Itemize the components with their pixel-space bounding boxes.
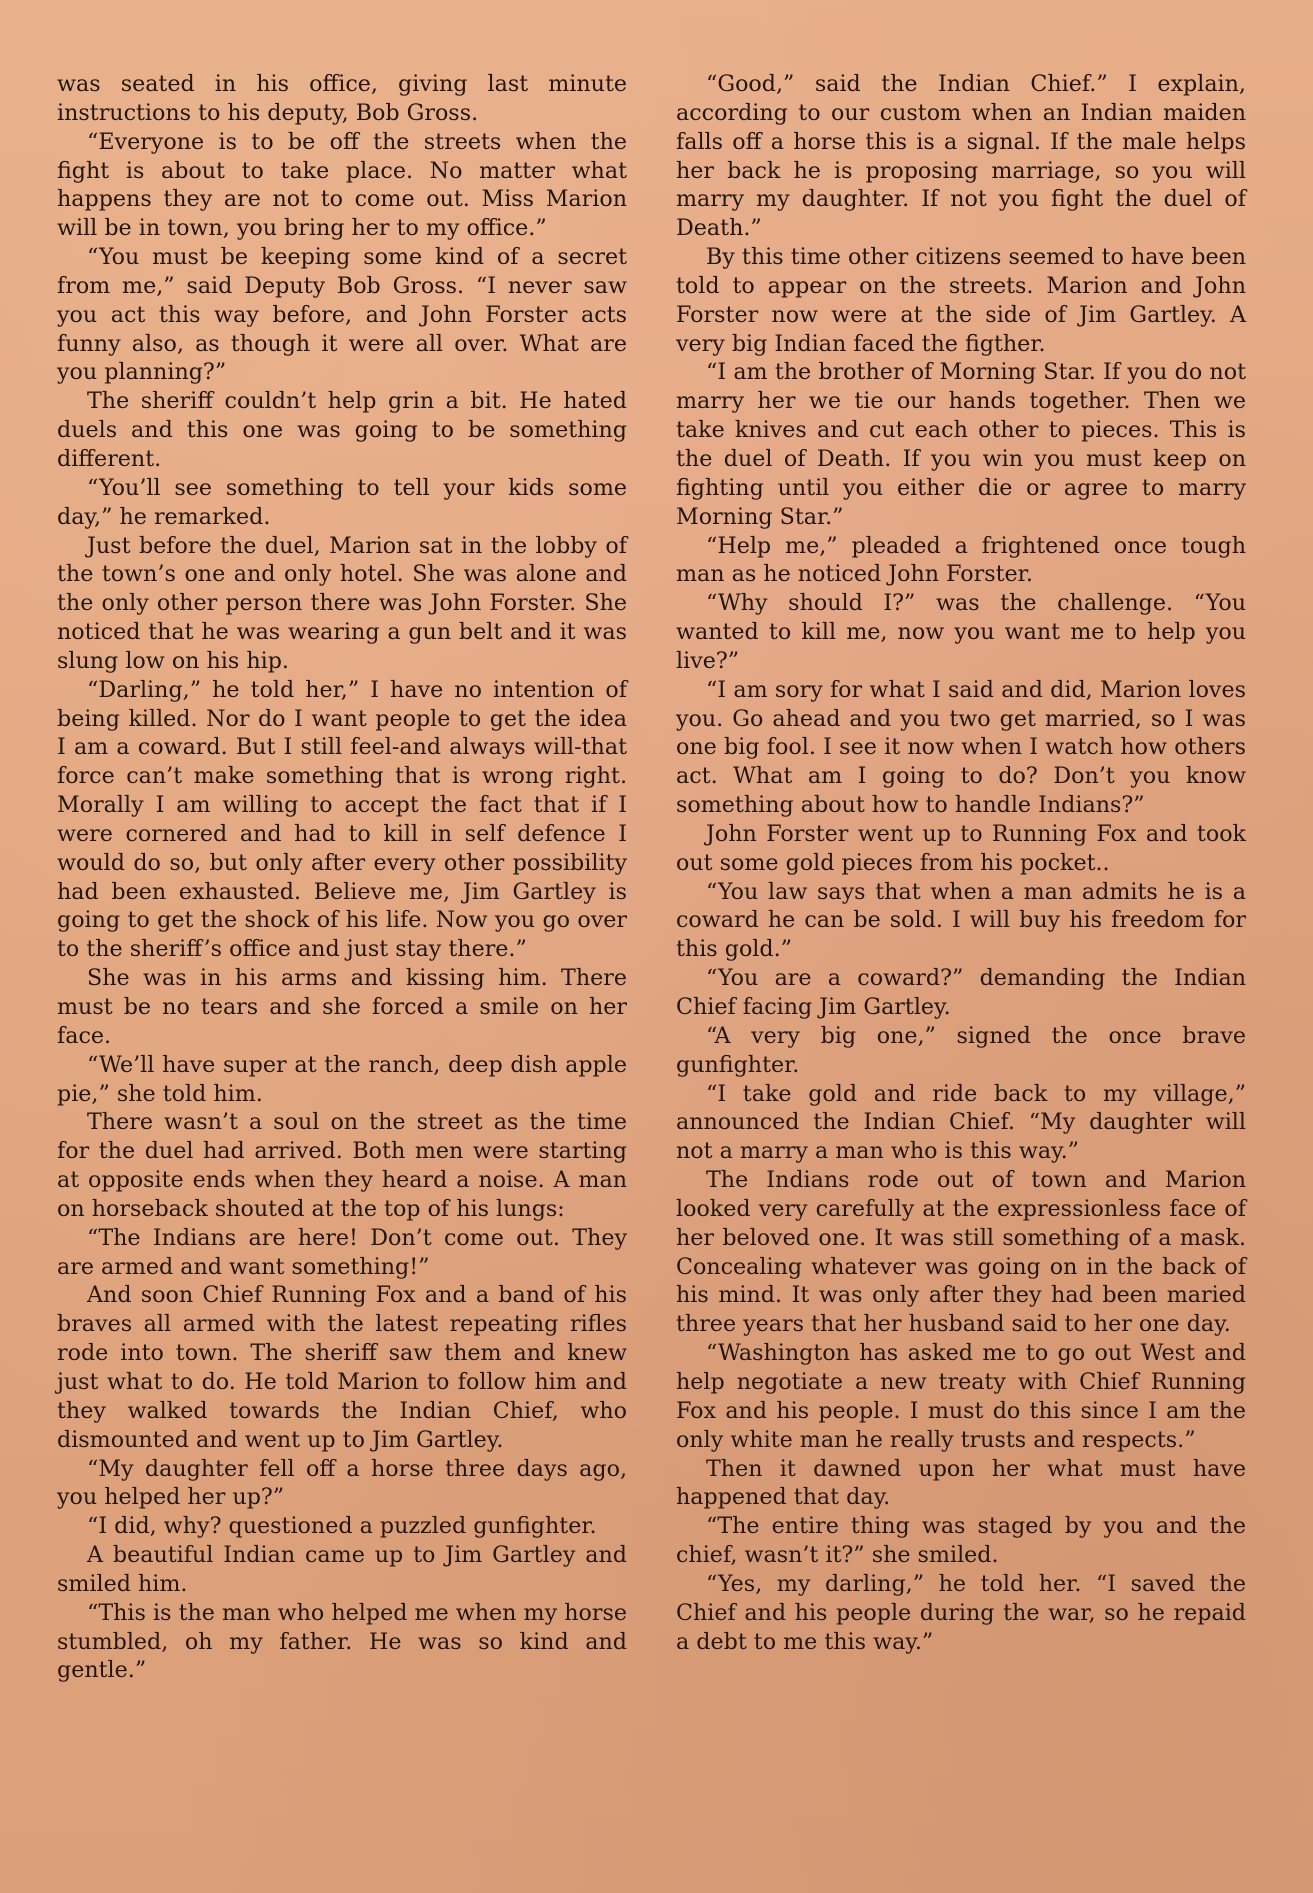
paragraph: “Why should I?” was the challenge. “You wanted to kill me, now you want me to help you live?” bbox=[676, 590, 1246, 674]
paragraph: “Help me,” pleaded a frightened once tough man as he noticed John Forster. bbox=[676, 532, 1246, 588]
paragraph: “The Indians are here! Don’t come out. They are armed and want something!” bbox=[57, 1224, 627, 1280]
paragraph: “I take gold and ride back to my village,” announced the Indian Chief. “My daughter will not a marry a man who is this way.” bbox=[676, 1080, 1246, 1165]
paragraph: “I am the brother of Morning Star. If you do not marry her we tie our hands together. Then we take knives and cut each other to pieces. This is the duel of Death. If you win you must keep on fighting until you either die or agree to marry Morning Star.” bbox=[676, 359, 1246, 530]
paragraph: By this time other citizens seemed to have been told to appear on the streets. Marion and John Forster now were at the side of Jim Gartley. A very big Indian faced the figther. bbox=[676, 244, 1246, 357]
paragraph: “Everyone is to be off the streets when the fight is about to take place. No matter what happens they are not to come out. Miss Marion will be in town, you bring her to my office.” bbox=[57, 128, 627, 242]
paragraph: “Good,” said the Indian Chief.” I explain, according to our custom when an Indian maiden falls off a horse this is a signal. If the male helps her back he is proposing marriage, so you will marry my daughter. If not you fight the duel of Death.” bbox=[676, 71, 1246, 242]
right-column bbox=[676, 70, 1246, 1656]
paragraph: “You must be keeping some kind of a secret from me,” said Deputy Bob Gross. “I never saw you act this way before, and John Forster acts funny also, as though it were all over. What are you planning?” bbox=[57, 244, 627, 386]
paragraph: was seated in his office, giving last minute instructions to his deputy, Bob Gross. bbox=[57, 71, 627, 126]
paragraph: “The entire thing was staged by you and the chief, wasn’t it?” she smiled. bbox=[676, 1513, 1246, 1569]
paragraph: “You are a coward?” demanding the Indian Chief facing Jim Gartley. bbox=[676, 965, 1246, 1020]
left-column bbox=[57, 70, 627, 1685]
paragraph: “I did, why? questioned a puzzled gunfighter. bbox=[87, 1513, 597, 1540]
paragraph: “We’ll have super at the ranch, deep dish apple pie,” she told him. bbox=[57, 1051, 627, 1107]
paragraph: She was in his arms and kissing him. There must be no tears and she forced a smile on her face. bbox=[57, 965, 627, 1049]
paragraph: “Darling,” he told her,” I have no intention of being killed. Nor do I want people to get the idea I am a coward. But I still feel-and always will-that force can’t make something that is wrong right. Morally I am willing to accept the fact that if I were cornered and had to kill in self defence I would do so, but only after every other possibility had been exhausted. Believe me, Jim Gartley is going to get the shock of his life. Now you go over to the sheriff’s office and just stay there.” bbox=[57, 676, 627, 963]
paragraph: John Forster went up to Running Fox and took out some gold pieces from his pocket.. bbox=[676, 820, 1246, 876]
paragraph: The Indians rode out of town and Marion looked very carefully at the expressionless face of her beloved one. It was still something of a mask. Concealing whatever was going on in the back of his mind. It was only after they had been maried three years that her husband said to her one day. bbox=[676, 1167, 1246, 1338]
paragraph: Then it dawned upon her what must have happened that day. bbox=[676, 1455, 1246, 1511]
paragraph: “Yes, my darling,” he told her. “I saved the Chief and his people during the war, so he repaid a debt to me this way.” bbox=[676, 1570, 1246, 1655]
paragraph: The sheriff couldn’t help grin a bit. He hated duels and this one was going to be something different. bbox=[57, 388, 627, 472]
paragraph: Just before the duel, Marion sat in the lobby of the town’s one and only hotel. She was alone and the only other person there was John Forster. She noticed that he was wearing a gun belt and it was slung low on his hip. bbox=[57, 532, 627, 674]
paragraph: “This is the man who helped me when my horse stumbled, oh my father. He was so kind and gentle.” bbox=[57, 1599, 627, 1684]
paragraph: “A very big one,” signed the once brave gunfighter. bbox=[676, 1022, 1246, 1078]
paragraph: “My daughter fell off a horse three days ago, you helped her up?” bbox=[57, 1455, 627, 1511]
paragraph: And soon Chief Running Fox and a band of his braves all armed with the latest repeating rifles rode into town. The sheriff saw them and knew just what to do. He told Marion to follow him and they walked towards the Indian Chief, who dismounted and went up to Jim Gartley. bbox=[57, 1282, 627, 1453]
paragraph: “You law says that when a man admits he is a coward he can be sold. I will buy his freedom for this gold.” bbox=[676, 878, 1246, 963]
paragraph: “You’ll see something to tell your kids some day,” he remarked. bbox=[57, 474, 627, 530]
paragraph: “Washington has asked me to go out West and help negotiate a new treaty with Chief Running Fox and his people. I must do this since I am the only white man he really trusts and respects.” bbox=[676, 1340, 1246, 1453]
paragraph: There wasn’t a soul on the street as the time for the duel had arrived. Both men were starting at opposite ends when they heard a noise. A man on horseback shouted at the top of his lungs: bbox=[57, 1109, 627, 1222]
paragraph: A beautiful Indian came up to Jim Gartley and smiled him. bbox=[57, 1542, 627, 1597]
paragraph: “I am sory for what I said and did, Marion loves you. Go ahead and you two get married, so I was one big fool. I see it now when I watch how others act. What am I going to do? Don’t you know something about how to handle Indians?” bbox=[676, 676, 1246, 819]
